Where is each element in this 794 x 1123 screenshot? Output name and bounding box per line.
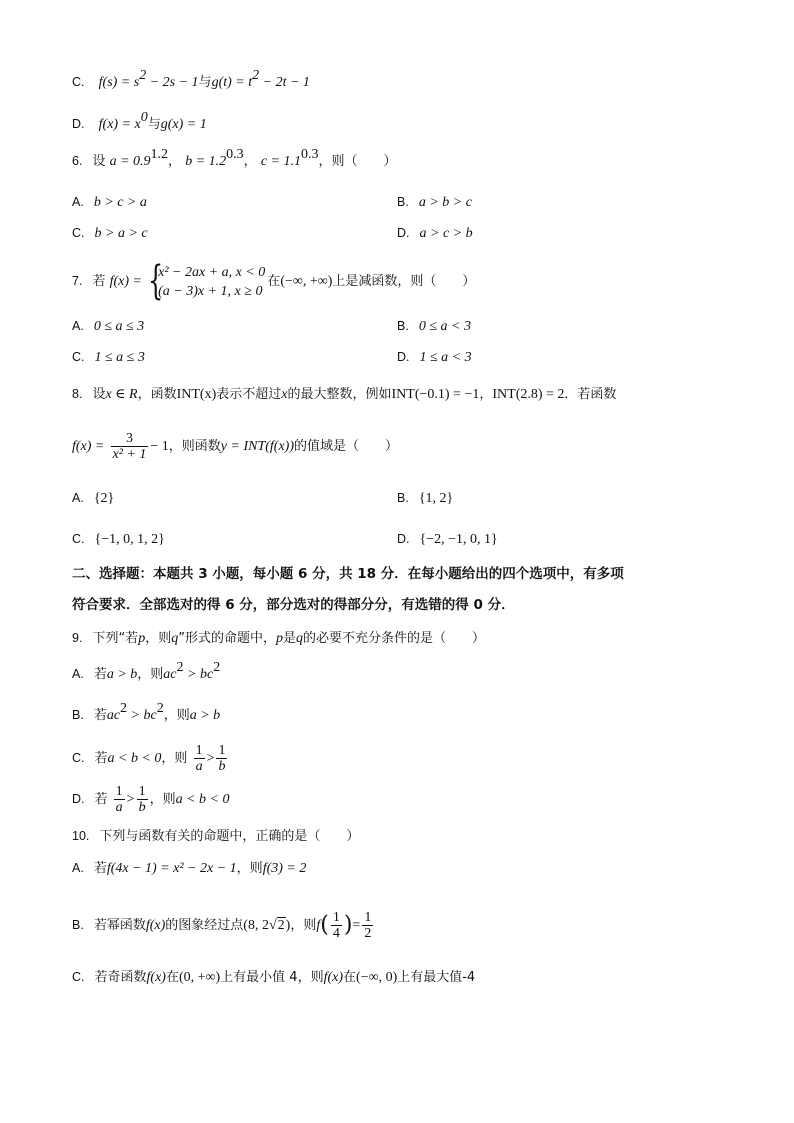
q7-option-a: A. 0 ≤ a ≤ 3 [72,319,145,334]
piecewise-function: { x² − 2ax + a, x < 0 (a − 3)x + 1, x ≥ 0 [148,257,266,304]
section-header-line1: 二、选择题：本题共 3 小题，每小题 6 分，共 18 分．在每小题给出的四个选项中，有多项 [72,566,624,582]
q5-option-d: D. $f(x) = x^0$与g(x) = 1 [72,110,207,132]
q9-stem: 9. 下列“若p，则q”形式的命题中，p是q的必要不充分条件的是（ ） [72,631,485,646]
fraction: $\frac{1}{b}$ [218,743,226,774]
sqrt-sign: √ [268,918,277,933]
q10-option-c: C. 若奇函数f(x)在(0, +∞)上有最小值 4，则f(x)在(−∞, 0)上有最大值-4 [72,970,476,985]
q6-option-c: C. b > a > c [72,226,148,241]
q8-option-b: B. {1, 2} [397,491,454,506]
question-number: 9. [72,631,83,645]
question-number: 6. [72,154,83,168]
fraction: $\frac{1}{2}$ [364,910,372,941]
q8-option-c: C. {−1, 0, 1, 2} [72,532,165,547]
q9-option-b: B. 若$ac^2 > bc^2$，则a > b [72,701,221,723]
q9-option-a: A. 若a > b，则$ac^2 > bc^2$ [72,660,221,682]
option-label: D. [72,117,85,131]
q6-option-a: A. b > c > a [72,195,147,210]
q10-option-b: B. 若幂函数f(x)的图象经过点(8, 2√2)，则f( $\frac{1}{4}$ )= $\frac{1}{2}$ [72,910,372,941]
q10-option-a: A. 若f(4x − 1) = x² − 2x − 1，则f(3) = 2 [72,861,307,876]
q5-option-c: C. $f(s) = s^2 - 2s - 1$与$g(t) = t^2 - 2t - 1$ [72,68,310,90]
brace-icon: { [148,257,164,304]
q7-option-d: D. 1 ≤ a < 3 [397,350,472,365]
q7-option-b: B. 0 ≤ a < 3 [397,319,471,334]
question-number: 7. [72,274,83,288]
q7-stem: 7. 若 f(x) = { x² − 2ax + a, x < 0 (a − 3)x + 1, x ≥ 0 在(−∞, +∞)上是减函数，则（ ） [72,257,476,304]
question-number: 8. [72,387,83,401]
q10-stem: 10. 下列与函数有关的命题中，正确的是（ ） [72,829,360,844]
fraction: $\frac{1}{b}$ [138,784,146,815]
q6-stem: 6. 设 $a = 0.9^{1.2}$， $b = 1.2^{0.3}$， $c = 1.1^{0.3}$，则（ ） [72,147,397,169]
q6-option-b: B. a > b > c [397,195,472,210]
q8-stem-line1: 8. 设x ∈ R，函数INT(x)表示不超过x的最大整数，例如INT(−0.1) = −1，INT(2.8) = 2．若函数 [72,387,617,402]
section-header-line2: 符合要求．全部选对的得 6 分，部分选对的得部分分，有选错的得 0 分． [72,597,515,613]
q7-option-c: C. 1 ≤ a ≤ 3 [72,350,145,365]
q8-option-a: A. {2} [72,491,115,506]
fraction: $\frac{1}{a}$ [195,743,203,774]
option-label: C. [72,75,85,89]
fraction: $\frac{1}{a}$ [115,784,123,815]
q8-option-d: D. {−2, −1, 0, 1} [397,532,498,547]
fraction: $\frac{3}{\text{x² + 1}}$ [112,431,147,462]
q9-option-d: D. 若 $\frac{1}{a}$ > $\frac{1}{b}$ ，则a < b < 0 [72,784,230,815]
q9-option-c: C. 若a < b < 0，则 $\frac{1}{a}$ > $\frac{1}{b}$ [72,743,226,774]
question-number: 10. [72,829,90,843]
q6-option-d: D. a > c > b [397,226,473,241]
fraction: $\frac{1}{4}$ [332,910,340,941]
q8-stem-line2: f(x) = $\frac{3}{\text{x² + 1}}$ − 1，则函数y = INT(f(x))的值域是（ ） [72,431,399,462]
